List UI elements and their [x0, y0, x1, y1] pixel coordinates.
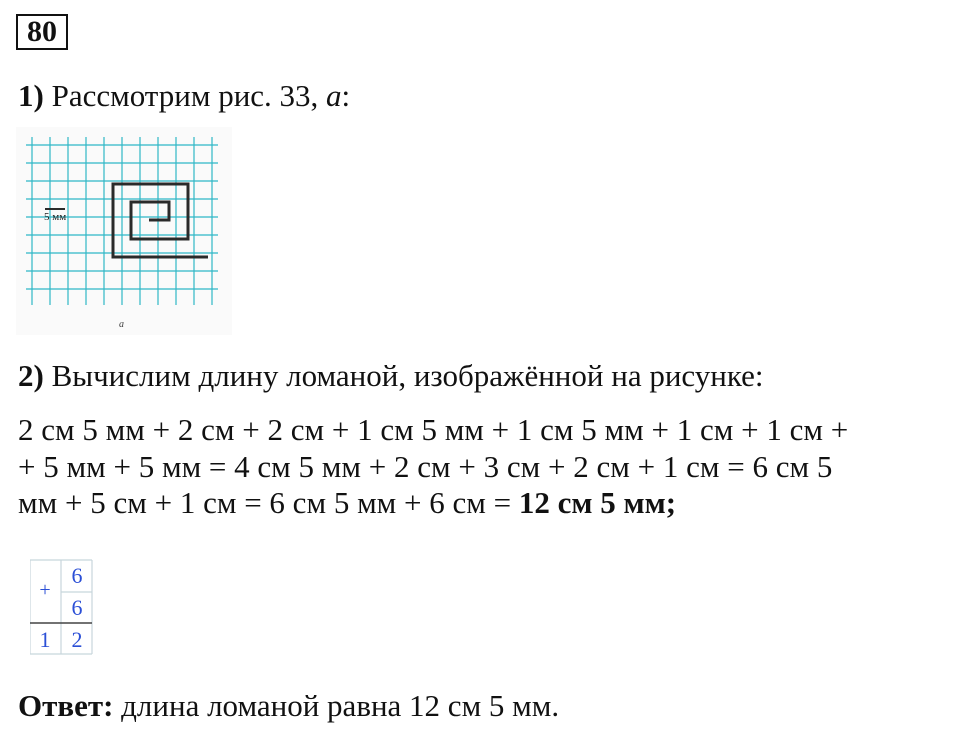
column-addition	[30, 559, 96, 657]
step-1-text: Рассмотрим рис. 33,	[51, 78, 327, 113]
step-1	[18, 78, 350, 114]
task-number: 80	[16, 14, 68, 50]
step-2	[18, 358, 764, 394]
calculation-line-1: 2 см 5 мм + 2 см + 2 см + 1 см 5 мм + 1 см 5 мм + 1 см + 1 см +	[18, 412, 849, 447]
figure-caption: а	[119, 319, 124, 330]
result-digit-tens: 1	[39, 627, 51, 652]
calculation-line-3	[18, 485, 848, 522]
step-1-colon: :	[341, 78, 351, 113]
calculation-result: 12 см 5 мм;	[518, 485, 677, 520]
answer-label: Ответ:	[18, 688, 114, 723]
step-1-number: 1)	[18, 78, 44, 113]
result-digit-ones: 2	[71, 627, 83, 652]
step-2-text: Вычислим длину ломаной, изображённой на рисунке:	[51, 358, 764, 393]
answer	[18, 688, 559, 724]
addend-2: 6	[71, 595, 83, 620]
step-2-number: 2)	[18, 358, 44, 393]
plus-sign: +	[39, 579, 51, 601]
calculation-line-2: + 5 мм + 5 мм = 4 см 5 мм + 2 см + 3 см + 2 см + 1 см = 6 см 5	[18, 448, 833, 484]
calculation	[18, 412, 848, 522]
figure-33a	[16, 127, 232, 335]
grid-drawing	[16, 127, 232, 335]
column-addition-grid	[30, 559, 96, 657]
calculation-line-3-text: мм + 5 см + 1 см = 6 см 5 мм + 6 см =	[18, 485, 519, 520]
scale-label: 5 мм	[44, 211, 67, 223]
addend-1: 6	[71, 563, 83, 588]
figure-letter: а	[326, 78, 342, 113]
answer-text: длина ломаной равна 12 см 5 мм.	[113, 688, 560, 723]
